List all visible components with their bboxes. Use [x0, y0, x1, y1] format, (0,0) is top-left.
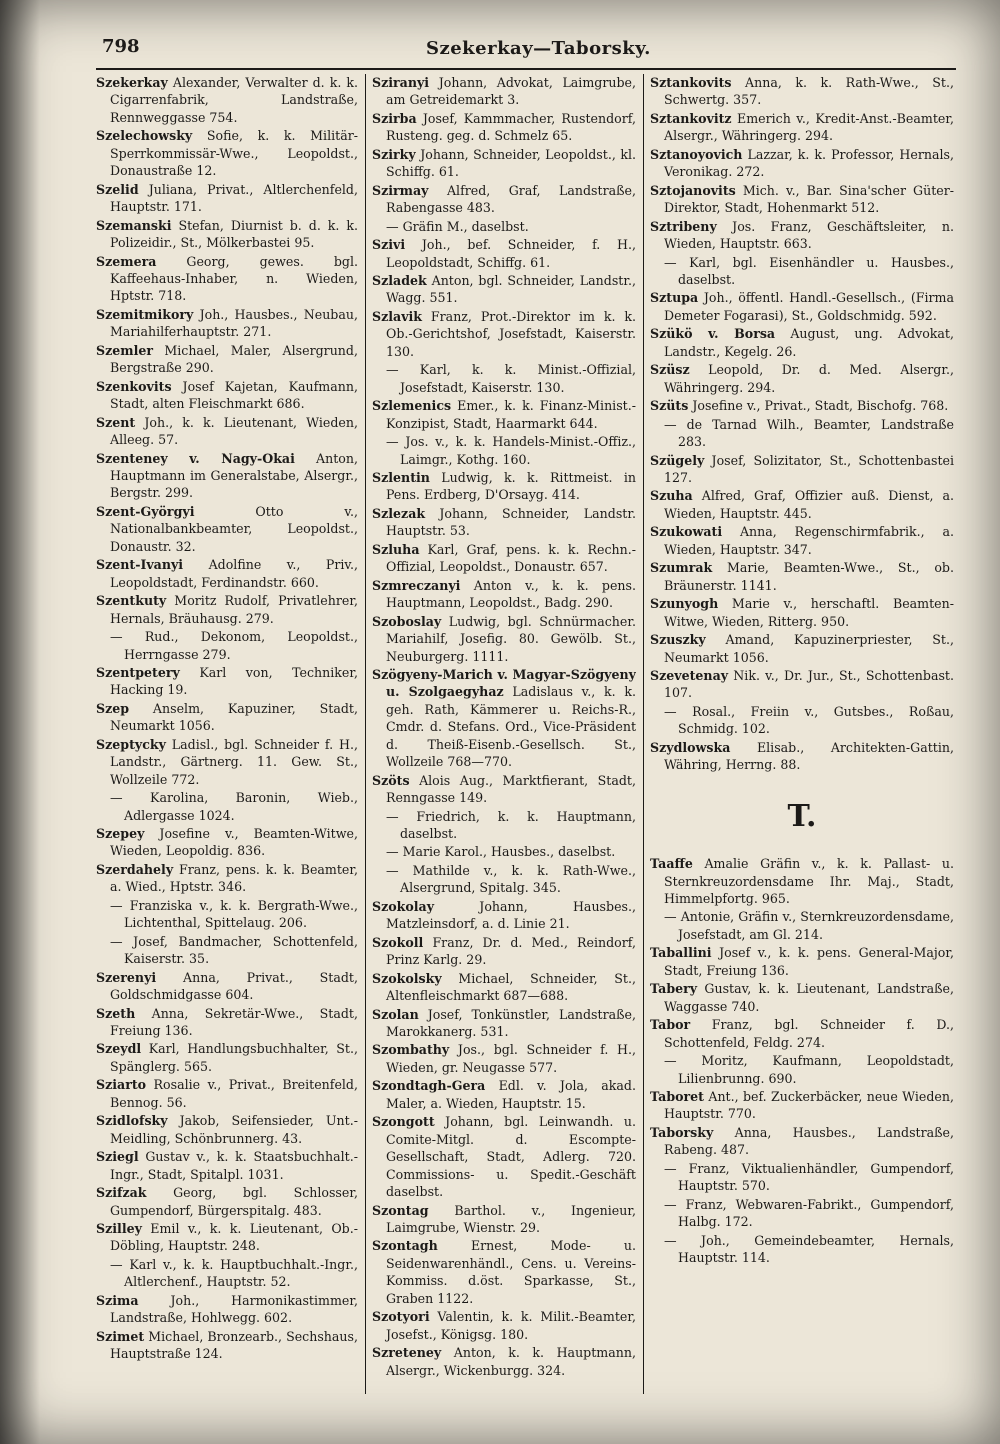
column-2 — [372, 74, 636, 1394]
entry-surname: Szentpetery — [96, 664, 180, 680]
directory-entry — [372, 577, 636, 612]
entry-text: Sofie, k. k. Militär-Sperrkommissär-Wwe., Leopoldst., Donaustraße 12. — [110, 128, 358, 179]
entry-text: Edl. v. Jola, akad. Maler, a. Wieden, Hauptstr. 15. — [386, 1078, 636, 1111]
entry-text: Georg, gewes. bgl. Kaffeehaus-Inhaber, n. Wieden, Hptstr. 718. — [110, 253, 358, 304]
entry-text: Franz, Dr. d. Med., Reindorf, Prinz Karlg. 29. — [386, 934, 636, 968]
directory-entry — [96, 414, 358, 449]
entry-surname: Szuszky — [650, 632, 706, 648]
entry-text: — Marie Karol., Hausbes., daselbst. — [386, 844, 616, 860]
entry-surname: Szokolsky — [372, 970, 442, 986]
entry-surname: Szontagh — [372, 1238, 438, 1254]
entry-surname: Szirba — [372, 110, 417, 126]
entry-text: Emerich v., Kredit-Anst.-Beamter, Alsergr., Währingerg. 294. — [664, 110, 954, 144]
entry-surname: Szemera — [96, 253, 157, 269]
entry-surname: Szögyeny-Marich v. Magyar-Szögyeny u. Szolgaegyhaz — [372, 666, 636, 700]
entry-text: Michael, Bronzearb., Sechshaus, Hauptstraße 124. — [110, 1328, 358, 1362]
page-header — [96, 34, 956, 70]
entry-surname: Szeth — [96, 1005, 136, 1021]
entry-text: Otto v., Nationalbankbeamter, Leopoldst., Donaustr. 32. — [110, 503, 358, 554]
directory-entry — [650, 416, 954, 451]
entry-text: Michael, Schneider, St., Altenfleischmarkt 687—688. — [386, 970, 636, 1004]
entry-text: — Karl, k. k. Minist.-Offizial, Josefstadt, Kaiserstr. 130. — [386, 362, 636, 395]
entry-text: Anton, Hauptmann im Generalstabe, Alsergr., Bergstr. 299. — [110, 450, 358, 501]
entry-surname: Tabor — [650, 1017, 691, 1033]
directory-entry — [96, 1112, 358, 1147]
entry-surname: Szerenyi — [96, 969, 157, 985]
directory-entry — [650, 146, 954, 181]
directory-entry — [372, 146, 636, 181]
entry-surname: Szerdahely — [96, 861, 174, 877]
entry-text: Josef v., k. k. pens. General-Major, Stadt, Freiung 136. — [664, 945, 954, 978]
entry-text: Moritz Rudolf, Privatlehrer, Hernals, Bräuhausg. 279. — [110, 593, 358, 626]
entry-surname: Sztanoyovich — [650, 146, 743, 162]
entry-text: Anton v., k. k. pens. Hauptmann, Leopoldst., Badg. 290. — [386, 577, 636, 611]
directory-entry — [372, 1077, 636, 1112]
entry-text: Joh., Harmonikastimmer, Landstraße, Hohlwegg. 602. — [110, 1292, 358, 1326]
entry-surname: Szoboslay — [372, 613, 442, 629]
directory-entry — [650, 1052, 954, 1087]
entry-surname: Szimet — [96, 1328, 145, 1344]
directory-entry — [650, 944, 954, 979]
entry-text: Karl, Handlungsbuchhalter, St., Spänglerg. 565. — [110, 1041, 358, 1074]
entry-surname: Szontag — [372, 1202, 429, 1218]
directory-entry — [96, 503, 358, 555]
entry-text: Franz, bgl. Schneider f. D., Schottenfeld, Feldg. 274. — [664, 1017, 954, 1050]
directory-entry — [96, 861, 358, 896]
directory-entry — [372, 469, 636, 504]
directory-entry — [96, 1292, 358, 1327]
entry-text: Franz, pens. k. k. Beamter, a. Wied., Hptstr. 346. — [110, 861, 358, 895]
entry-surname: Taboret — [650, 1089, 704, 1105]
entry-surname: Szöts — [372, 772, 410, 788]
entry-text: Johann, Schneider, Landstr. Hauptstr. 53. — [386, 505, 636, 539]
entry-surname: Szondtagh-Gera — [372, 1078, 486, 1094]
entry-surname: Szent — [96, 414, 136, 430]
directory-entry — [650, 397, 954, 414]
entry-surname: Sziegl — [96, 1149, 139, 1165]
entry-surname: Szüsz — [650, 362, 690, 378]
directory-entry — [650, 361, 954, 396]
column-3-entries — [650, 74, 954, 774]
entry-text: Ant., bef. Zuckerbäcker, neue Wieden, Hauptstr. 770. — [664, 1089, 954, 1122]
entry-surname: Szeydl — [96, 1041, 142, 1057]
entry-text: — Franz, Webwaren-Fabrikt., Gumpendorf, Halbg. 172. — [664, 1196, 954, 1230]
entry-text: — de Tarnad Wilh., Beamter, Landstraße 283. — [664, 416, 954, 450]
entry-text: Stefan, Diurnist b. d. k. k. Polizeidir., St., Mölkerbastei 95. — [110, 217, 358, 251]
directory-entry — [372, 272, 636, 307]
entry-text: — Moritz, Kaufmann, Leopoldstadt, Lilienbrunng. 690. — [664, 1053, 954, 1086]
directory-entry — [372, 218, 636, 235]
directory-entry — [96, 74, 358, 126]
entry-text: Emer., k. k. Finanz-Minist.-Konzipist, Stadt, Haarmarkt 644. — [386, 398, 636, 431]
directory-entry — [372, 1006, 636, 1041]
directory-entry — [650, 74, 954, 109]
entry-text: Ludwig, bgl. Schnürmacher. Mariahilf, Josefig. 80. Gewölb. St., Neuburgerg. 1111. — [386, 613, 636, 664]
entry-surname: Szenkovits — [96, 378, 172, 394]
entry-text: Jos., bgl. Schneider f. H., Wieden, gr. Neugasse 577. — [386, 1042, 636, 1075]
directory-entry — [650, 218, 954, 253]
directory-entry — [650, 1016, 954, 1051]
entry-text: Amand, Kapuzinerpriester, St., Neumarkt 1056. — [664, 632, 954, 665]
entry-surname: Szirky — [372, 146, 416, 162]
entry-surname: Sztankovits — [650, 75, 732, 90]
directory-entry — [372, 613, 636, 665]
entry-surname: Szelid — [96, 181, 139, 197]
entry-text: Franz, Prot.-Direktor im k. k. Ob.-Gerichtshof, Josefstadt, Kaiserstr. 130. — [386, 308, 636, 359]
entry-surname: Szlezak — [372, 505, 426, 521]
directory-entry — [96, 736, 358, 788]
entry-text: — Rud., Dekonom, Leopoldst., Herrngasse 279. — [110, 629, 358, 662]
entry-text: Gustav v., k. k. Staatsbuchhalt.-Ingr., Stadt, Spitalpl. 1031. — [110, 1149, 358, 1182]
entry-surname: Szongott — [372, 1114, 435, 1130]
directory-entry — [96, 181, 358, 216]
entry-text: — Mathilde v., k. k. Rath-Wwe., Alsergrund, Spitalg. 345. — [386, 862, 636, 896]
entry-surname: Szivi — [372, 237, 406, 253]
entry-text: Ladisl., bgl. Schneider f. H., Landstr., Gärtnerg. 11. Gew. St., Wollzeile 772. — [110, 736, 358, 787]
entry-text: Juliana, Privat., Altlerchenfeld, Hauptstr. 171. — [110, 181, 358, 215]
entry-text: — Franziska v., k. k. Bergrath-Wwe., Lichtenthal, Spittelaug. 206. — [110, 897, 358, 931]
entry-text: August, ung. Advokat, Landstr., Kegelg. 26. — [664, 326, 954, 359]
entry-surname: Szeptycky — [96, 736, 166, 752]
directory-entry — [372, 970, 636, 1005]
entry-surname: Szokolay — [372, 898, 435, 914]
entry-surname: Sztribeny — [650, 218, 717, 234]
column-3 — [650, 74, 954, 1394]
directory-entry — [96, 1005, 358, 1040]
running-title: Szekerkay—Taborsky. — [426, 38, 651, 59]
entry-surname: Taaffe — [650, 856, 693, 872]
entry-surname: Sziarto — [96, 1077, 147, 1093]
entry-text: Alois Aug., Marktfierant, Stadt, Renngasse 149. — [386, 772, 636, 806]
entry-surname: Taballini — [650, 945, 712, 961]
entry-surname: Sztupa — [650, 290, 699, 306]
directory-entry — [96, 933, 358, 968]
column-divider — [643, 74, 644, 1394]
directory-entry — [372, 1237, 636, 1307]
entry-text: — Franz, Viktualienhändler, Gumpendorf, Hauptstr. 570. — [664, 1160, 954, 1194]
entry-surname: Szlentin — [372, 469, 430, 485]
directory-entry — [96, 969, 358, 1004]
entry-surname: Szepey — [96, 826, 145, 842]
entry-surname: Szidlofsky — [96, 1113, 168, 1129]
directory-entry — [96, 217, 358, 252]
entry-surname: Szolan — [372, 1006, 419, 1022]
directory-entry — [96, 1328, 358, 1363]
entry-text: Johann, bgl. Leinwandh. u. Comite-Mitgl. d. Escompte-Gesellschaft, Stadt, Adlerg. 720. Commissions- u. Spedit.-Geschäft daselbst. — [386, 1114, 636, 1200]
entry-text: Anna, Privat., Stadt, Goldschmidgasse 604. — [110, 969, 358, 1003]
directory-entry — [650, 325, 954, 360]
column-divider — [365, 74, 366, 1394]
directory-entry — [372, 862, 636, 897]
entry-surname: Szladek — [372, 272, 427, 288]
directory-entry — [96, 378, 358, 413]
directory-entry — [372, 433, 636, 468]
entry-surname: Szemler — [96, 342, 154, 358]
entry-text: Josef, Kammmacher, Rustendorf, Rusteng. geg. d. Schmelz 65. — [386, 110, 636, 144]
entry-surname: Szirmay — [372, 182, 429, 198]
entry-text: — Karolina, Baronin, Wieb., Adlergasse 1024. — [110, 790, 358, 823]
directory-entry — [96, 253, 358, 305]
directory-entry — [372, 898, 636, 933]
entry-surname: Sziranyi — [372, 75, 430, 90]
directory-entry — [372, 236, 636, 271]
directory-entry — [650, 980, 954, 1015]
entry-text: Anton, k. k. Hauptmann, Alsergr., Wickenburgg. 324. — [386, 1345, 636, 1378]
directory-entry — [96, 789, 358, 824]
entry-surname: Szemitmikory — [96, 306, 194, 322]
entry-text: Josef, Tonkünstler, Landstraße, Marokkanerg. 531. — [386, 1006, 636, 1040]
entry-surname: Szent-Ivanyi — [96, 557, 184, 573]
directory-entry — [372, 505, 636, 540]
directory-entry — [372, 1344, 636, 1379]
entry-text: — Friedrich, k. k. Hauptmann, daselbst. — [386, 808, 636, 842]
entry-text: Ladislaus v., k. k. geh. Rath, Kämmerer u. Reichs-R., Cmdr. d. Stefans. Ord., Vice-Präsident d. Theiß-Eisenb.-Gesellsch. St., Wollzeile 768—770. — [386, 684, 636, 770]
entry-text: Josefine v., Privat., Stadt, Bischofg. 768. — [692, 398, 949, 414]
directory-entry — [372, 666, 636, 771]
entry-surname: Szombathy — [372, 1042, 450, 1058]
entry-surname: Taborsky — [650, 1124, 714, 1140]
directory-entry — [650, 703, 954, 738]
directory-entry — [372, 843, 636, 860]
entry-text: Josefine v., Beamten-Witwe, Wieden, Leopoldig. 836. — [110, 826, 358, 859]
entry-text: Anton, bgl. Schneider, Landstr., Wagg. 551. — [386, 272, 636, 306]
entry-surname: Szükö v. Borsa — [650, 326, 776, 342]
entry-text: — Rosal., Freiin v., Gutsbes., Roßau, Schmidg. 102. — [664, 703, 954, 737]
entry-text: Karl von, Techniker, Hacking 19. — [110, 664, 358, 698]
entry-text: Jos. Franz, Geschäftsleiter, n. Wieden, Hauptstr. 663. — [664, 218, 954, 252]
directory-entry — [372, 1202, 636, 1237]
entry-text: Joh., Hausbes., Neubau, Mariahilferhauptstr. 271. — [110, 306, 358, 340]
entry-surname: Szifzak — [96, 1185, 147, 1201]
directory-entry — [650, 1124, 954, 1159]
directory-entry — [372, 361, 636, 396]
entry-surname: Szlemenics — [372, 398, 452, 414]
entry-text: Johann, Schneider, Leopoldst., kl. Schiffg. 61. — [386, 146, 636, 180]
directory-entry — [96, 592, 358, 627]
entry-text: — Karl v., k. k. Hauptbuchhalt.-Ingr., Altlerchenf., Hauptstr. 52. — [110, 1256, 358, 1290]
entry-text: Jakob, Seifensieder, Unt.-Meidling, Schönbrunnerg. 43. — [110, 1113, 358, 1146]
entry-text: — Joh., Gemeindebeamter, Hernals, Hauptstr. 114. — [664, 1232, 954, 1266]
entry-text: Emil v., k. k. Lieutenant, Ob.-Döbling, Hauptstr. 248. — [110, 1221, 358, 1254]
entry-text: Anselm, Kapuziner, Stadt, Neumarkt 1056. — [110, 700, 358, 734]
entry-surname: Szumrak — [650, 560, 713, 576]
directory-entry — [650, 631, 954, 666]
directory-entry — [96, 1184, 358, 1219]
entry-text: Lazzar, k. k. Professor, Hernals, Veronikag. 272. — [664, 146, 954, 180]
entry-text: Amalie Gräfin v., k. k. Pallast- u. Sternkreuzordensdame Ihr. Maj., Stadt, Himmelpfortg. 965. — [664, 856, 954, 907]
entry-text: Marie v., herschaftl. Beamten-Witwe, Wieden, Ritterg. 950. — [664, 596, 954, 629]
directory-entry — [96, 556, 358, 591]
entry-text: Leopold, Dr. d. Med. Alsergr., Währingerg. 294. — [664, 362, 954, 395]
entry-text: Rosalie v., Privat., Breitenfeld, Bennog. 56. — [110, 1077, 358, 1110]
directory-entry — [650, 1088, 954, 1123]
entry-surname: Sztojanovits — [650, 182, 736, 198]
directory-entry — [650, 254, 954, 289]
entry-surname: Sztankovitz — [650, 110, 732, 126]
directory-entry — [96, 1148, 358, 1183]
entry-text: Alexander, Verwalter d. k. k. Cigarrenfabrik, Landstraße, Rennweggasse 754. — [110, 75, 358, 125]
directory-entry — [650, 855, 954, 907]
section-heading-t: T. — [787, 798, 817, 834]
directory-entry — [650, 739, 954, 774]
entry-surname: Szreteney — [372, 1345, 442, 1361]
directory-entry — [650, 1160, 954, 1195]
entry-text: Gustav, k. k. Lieutenant, Landstraße, Waggasse 740. — [664, 981, 954, 1014]
entry-text: Mich. v., Bar. Sina'scher Güter-Direktor, Stadt, Hohenmarkt 512. — [664, 182, 954, 216]
entry-surname: Szügely — [650, 452, 705, 468]
entry-surname: Szentkuty — [96, 593, 167, 609]
directory-entry — [96, 1040, 358, 1075]
entry-surname: Szemanski — [96, 217, 172, 233]
entry-text: Josef, Solizitator, St., Schottenbastei 127. — [664, 452, 954, 485]
entry-surname: Szevetenay — [650, 667, 729, 683]
directory-entry — [96, 342, 358, 377]
entry-surname: Szunyogh — [650, 596, 719, 612]
entry-surname: Szelechowsky — [96, 128, 193, 144]
directory-entry — [372, 1041, 636, 1076]
directory-entry — [96, 1220, 358, 1255]
entry-surname: Szenteney v. Nagy-Okai — [96, 450, 295, 466]
directory-entry — [650, 667, 954, 702]
entry-text: — Josef, Bandmacher, Schottenfeld, Kaiserstr. 35. — [110, 933, 358, 967]
entry-surname: Szydlowska — [650, 739, 731, 755]
directory-entry — [372, 110, 636, 145]
directory-entry — [96, 127, 358, 179]
directory-entry — [372, 772, 636, 807]
entry-text: Anna, Regenschirmfabrik., a. Wieden, Hauptstr. 347. — [664, 524, 954, 557]
entry-surname: Szent-Györgyi — [96, 503, 195, 519]
entry-surname: Szilley — [96, 1221, 142, 1236]
entry-surname: Szokoll — [372, 934, 424, 950]
entry-surname: Szekerkay — [96, 75, 168, 90]
entry-text: Elisab., Architekten-Gattin, Währing, Herrng. 88. — [664, 739, 954, 773]
entry-surname: Szukowati — [650, 524, 723, 540]
entry-surname: Szotyori — [372, 1309, 430, 1325]
entry-text: Anna, Sekretär-Wwe., Stadt, Freiung 136. — [110, 1005, 358, 1039]
entry-surname: Szep — [96, 700, 130, 716]
page-number: 798 — [102, 36, 140, 57]
directory-entry — [372, 74, 636, 109]
entry-surname: Szüts — [650, 398, 689, 414]
entry-text: Joh., k. k. Lieutenant, Wieden, Alleeg. 57. — [110, 414, 358, 448]
directory-entry — [650, 523, 954, 558]
entry-text: Johann, Hausbes., Matzleinsdorf, a. d. Linie 21. — [386, 898, 636, 932]
directory-entry — [372, 1308, 636, 1343]
entry-text: Ernest, Mode- u. Seidenwarenhändl., Cens. u. Vereins-Kommiss. d.öst. Sparkasse, St., Graben 1122. — [386, 1238, 636, 1306]
directory-entry — [650, 289, 954, 324]
directory-entry — [96, 664, 358, 699]
directory-entry — [372, 934, 636, 969]
entry-surname: Szima — [96, 1292, 139, 1308]
directory-entry — [96, 1256, 358, 1291]
directory-entry — [650, 182, 954, 217]
directory-entry — [650, 487, 954, 522]
directory-entry — [372, 808, 636, 843]
entry-text: Johann, Advokat, Laimgrube, am Getreidemarkt 3. — [386, 75, 636, 108]
directory-entry — [96, 897, 358, 932]
directory-entry — [96, 306, 358, 341]
entry-text: Nik. v., Dr. Jur., St., Schottenbast. 107. — [664, 667, 954, 701]
entry-text: Marie, Beamten-Wwe., St., ob. Bräunerstr. 1141. — [664, 560, 954, 593]
entry-text: Anna, Hausbes., Landstraße, Rabeng. 487. — [664, 1124, 954, 1158]
entry-text: — Antonie, Gräfin v., Sternkreuzordensdame, Josefstadt, am Gl. 214. — [664, 909, 954, 942]
entry-text: — Jos. v., k. k. Handels-Minist.-Offiz., Laimgr., Kothg. 160. — [386, 434, 636, 467]
entry-text: Anna, k. k. Rath-Wwe., St., Schwertg. 357. — [664, 75, 954, 108]
entry-text: Georg, bgl. Schlosser, Gumpendorf, Bürgerspitalg. 483. — [110, 1185, 358, 1218]
entry-text: Alfred, Graf, Landstraße, Rabengasse 483. — [386, 182, 636, 216]
entry-text: Karl, Graf, pens. k. k. Rechn.-Offizial, Leopoldst., Donaustr. 657. — [386, 541, 636, 575]
directory-entry — [96, 628, 358, 663]
directory-entry — [650, 908, 954, 943]
column-3-t-entries — [650, 855, 954, 1266]
directory-entry — [650, 110, 954, 145]
directory-entry — [372, 397, 636, 432]
entry-surname: Szluha — [372, 541, 420, 557]
entry-text: Michael, Maler, Alsergrund, Bergstraße 290. — [110, 342, 358, 376]
directory-entry — [96, 825, 358, 860]
entry-text: — Karl, bgl. Eisenhändler u. Hausbes., daselbst. — [664, 254, 954, 287]
directory-entry — [650, 452, 954, 487]
entry-surname: Tabery — [650, 981, 698, 997]
entry-text: Alfred, Graf, Offizier auß. Dienst, a. Wieden, Hauptstr. 445. — [664, 488, 954, 521]
directory-entry — [372, 308, 636, 360]
directory-entry — [372, 1113, 636, 1200]
directory-entry — [650, 595, 954, 630]
entry-text: Ludwig, k. k. Rittmeist. in Pens. Erdberg, D'Orsayg. 414. — [386, 469, 636, 503]
directory-entry — [650, 1196, 954, 1231]
entry-text: Josef Kajetan, Kaufmann, Stadt, alten Fleischmarkt 686. — [110, 378, 358, 412]
entry-surname: Szuha — [650, 488, 693, 504]
entry-text: Barthol. v., Ingenieur, Laimgrube, Wienstr. 29. — [386, 1202, 636, 1235]
directory-entry — [96, 1076, 358, 1111]
entry-text: Joh., öffentl. Handl.-Gesellsch., (Firma Demeter Fogarasi), St., Goldschmidg. 592. — [664, 290, 954, 323]
entry-text: — Gräfin M., daselbst. — [386, 218, 529, 234]
column-1 — [96, 74, 358, 1394]
entry-text: Adolfine v., Priv., Leopoldstadt, Ferdinandstr. 660. — [110, 557, 358, 590]
directory-entry — [650, 559, 954, 594]
entry-text: Joh., bef. Schneider, f. H., Leopoldstadt, Schiffg. 61. — [386, 237, 636, 270]
entry-text: Valentin, k. k. Milit.-Beamter, Josefst., Königsg. 180. — [386, 1309, 636, 1342]
directory-entry — [96, 450, 358, 502]
directory-entry — [372, 182, 636, 217]
entry-surname: Szlavik — [372, 308, 423, 324]
directory-entry — [650, 1232, 954, 1267]
entry-surname: Szmreczanyi — [372, 577, 461, 593]
directory-entry — [372, 541, 636, 576]
directory-entry — [96, 700, 358, 735]
